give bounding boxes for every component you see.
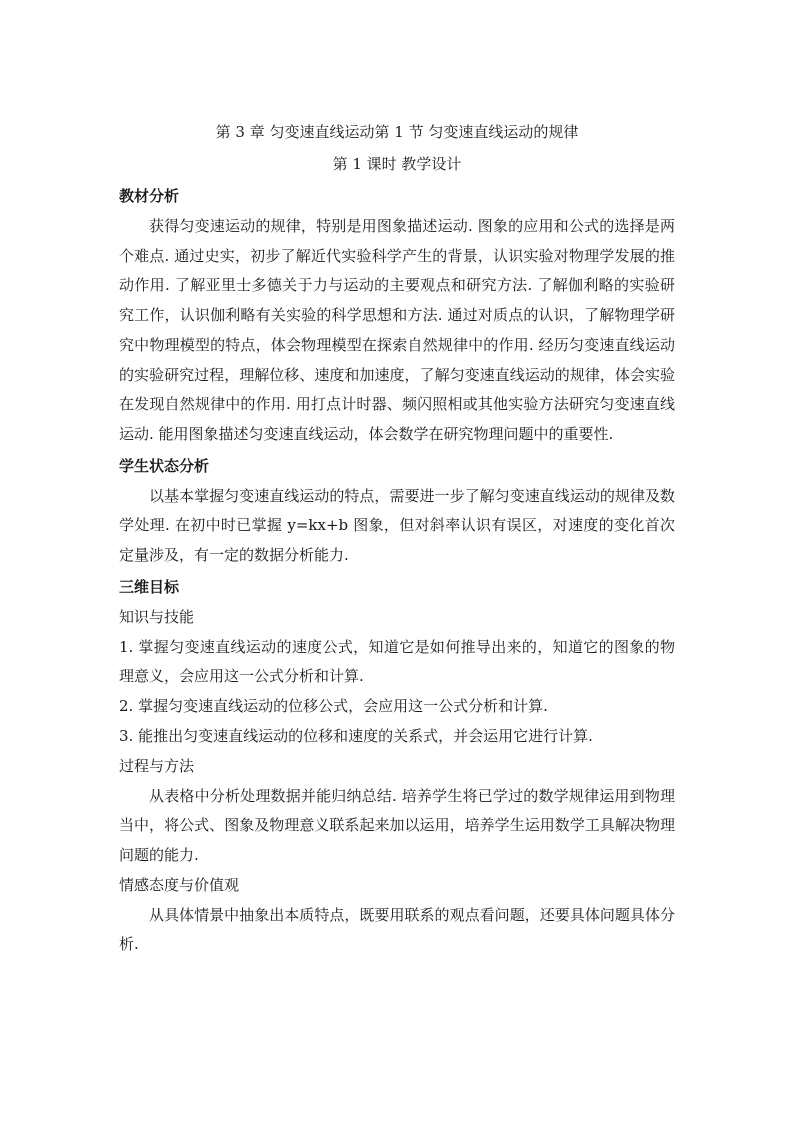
document-title: 第 3 章 匀变速直线运动第 1 节 匀变速直线运动的规律	[215, 123, 579, 141]
three-dimensional-goals-section	[119, 577, 675, 960]
knowledge-item: 3. 能推出匀变速直线运动的位移和速度的关系式，并会运用它进行计算.	[119, 726, 593, 745]
knowledge-item: 1. 掌握匀变速直线运动的速度公式，知道它是如何推导出来的，知道它的图象的物理意义，会应用这一公式分析和计算.	[119, 637, 675, 686]
process-method-paragraph: 从表格中分析处理数据并能归纳总结. 培养学生将已学过的数学规律运用到物理当中，将公式、图象及物理意义联系起来加以运用，培养学生运用数学工具解决物理问题的能力.	[119, 786, 675, 864]
process-method-subheading: 过程与方法	[119, 756, 195, 775]
knowledge-item: 2. 掌握匀变速直线运动的位移公式，会应用这一公式分析和计算.	[119, 697, 548, 716]
emotion-values-subheading: 情感态度与价值观	[119, 875, 240, 894]
textbook-analysis-heading: 教材分析	[119, 187, 180, 205]
document-page	[119, 122, 675, 960]
document-subtitle: 第 1 课时 教学设计	[332, 155, 462, 173]
knowledge-skills-subheading: 知识与技能	[119, 607, 195, 626]
textbook-analysis-paragraph: 获得匀变速运动的规律，特别是用图象描述运动. 图象的应用和公式的选择是两个难点. 通过史实，初步了解近代实验科学产生的背景，认识实验对物理学发展的推动作用. 了解亚里士多德关于力与运动的主要观点和研究方法. 了解伽利略的实验研究工作，认识伽利略有关实验的科学思想和方法. 通过对质点的认识，了解物理学研究中物理模型的特点，体会物理模型在探索自然规律中的作用. 经历匀变速直线运动的实验研究过程，理解位移、速度和加速度，了解匀变速直线运动的规律，体会实验在发现自然规律中的作用. 用打点计时器、频闪照相或其他实验方法研究匀变速直线运动. 能用图象描述匀变速直线运动，体会数学在研究物理问题中的重要性.	[119, 217, 675, 443]
goals-heading: 三维目标	[119, 577, 180, 596]
textbook-analysis-section	[119, 186, 675, 450]
emotion-values-paragraph: 从具体情景中抽象出本质特点，既要用联系的观点看问题，还要具体问题具体分析.	[119, 905, 675, 954]
student-analysis-heading: 学生状态分析	[119, 456, 210, 475]
student-analysis-section	[119, 456, 675, 571]
student-analysis-paragraph: 以基本掌握匀变速直线运动的特点，需要进一步了解匀变速直线运动的规律及数学处理. 在初中时已掌握 y=kx+b 图象，但对斜率认识有误区，对速度的变化首次定量涉及，有一定的数据分析能力.	[119, 486, 675, 565]
